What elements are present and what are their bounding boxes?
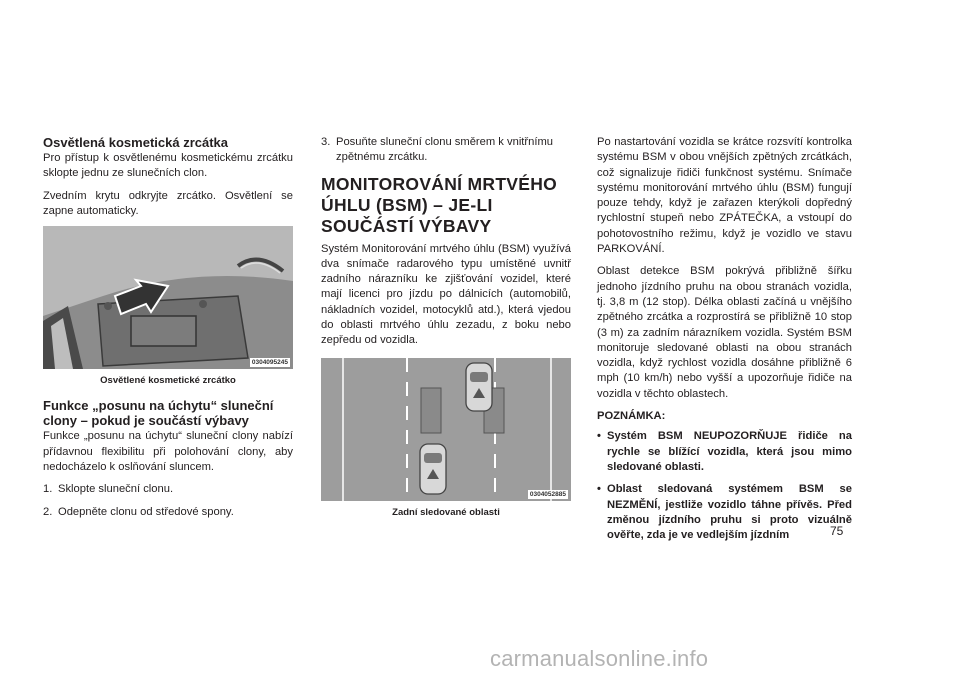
paragraph-visor-extension: Funkce „posunu na úchytu“ sluneční clony nabízí přídavnou flexibilitu při polohování clony, aby nedocházelo k oslňování sluncem. — [43, 430, 293, 474]
page-number: 75 — [830, 524, 844, 538]
figure-code: 0304095245 — [251, 359, 288, 367]
list-item: 3. Posuňte sluneční clonu směrem k vnitřnímu zpětnému zrcátku. — [321, 136, 554, 164]
column-middle — [321, 135, 571, 530]
paragraph-mirror-light: Zvedním krytu odkryjte zrcátko. Osvětlení se zapne automaticky. — [43, 189, 293, 217]
figure-vanity-mirror — [43, 226, 293, 369]
list-item: 2. Odepněte clonu od středové spony. — [43, 505, 234, 518]
column-left — [43, 135, 293, 527]
list-item: 1. Sklopte sluneční clonu. — [43, 483, 174, 496]
watermark-text: carmanualsonline.info — [490, 646, 709, 671]
detection-zones-illustration — [321, 358, 571, 501]
column-right — [597, 135, 852, 550]
bullet-dot: • — [597, 430, 601, 443]
note-bullet: • Systém BSM NEUPOZORŇUJE řidiče na rychle se blížící vozidla, která jsou mimo sledované oblasti. — [597, 429, 852, 475]
figure-caption: Zadní sledované oblasti — [392, 506, 500, 518]
heading-bsm: MONITOROVÁNÍ MRTVÉHO ÚHLU (BSM) – JE-LI SOUČÁSTÍ VÝBAVY — [321, 173, 558, 236]
bullet-dot: • — [597, 483, 601, 496]
heading-vanity-mirror: Osvětlená kosmetická zrcátka — [43, 135, 228, 150]
figure-caption: Osvětlené kosmetické zrcátko — [100, 375, 236, 387]
heading-visor-extension: Funkce „posunu na úchytu“ sluneční clony – pokud je součástí výbavy — [43, 398, 274, 429]
note-bullet: • Oblast sledovaná systémem BSM se NEZMĚNÍ, jestliže vozidlo táhne přívěs. Před změnou jízdního pruhu si proto vizuálně ověřte, zda je ve vedlejším jízdním — [597, 482, 852, 543]
vanity-mirror-illustration — [43, 226, 293, 369]
figure-code: 0304052885 — [529, 490, 566, 498]
paragraph-bsm-zone: Oblast detekce BSM pokrývá přibližně šířku jednoho jízdního pruhu na obou stranách vozidla, tj. 3,8 m (12 stop). Délka oblasti začíná u vnějšího zpětného zrcátka a rozprostírá se přibližně 10 stop (3 m) za zadním nárazníkem vozidla. Systém BSM monitoruje sledované oblasti na obou stranách vozidla, když rychlost vozidla dosáhne přibližně 6 mph (10 km/h) nebo vyšší a upozorňuje řidiče na vozidla v těchto oblastech. — [597, 265, 852, 400]
note-title: POZNÁMKA: — [597, 410, 666, 423]
figure-rear-detection-zones — [321, 358, 571, 501]
paragraph-mirror-access: Pro přístup k osvětlenému kosmetickému zrcátku sklopte jednu ze slunečních clon. — [43, 152, 293, 180]
paragraph-bsm-intro: Systém Monitorování mrtvého úhlu (BSM) využívá dva snímače radarového typu umístěné uvnitř zadního nárazníku ke zjišťování vozidel, které mají licenci pro jízdu po dálnicích (automobilů, nákladních vozidel, motocyklů atd.), která vjedou do oblasti mrtvého úhlu zezadu, z boku nebo zepředu od vozidla. — [321, 242, 571, 347]
paragraph-bsm-startup: Po nastartování vozidla se krátce rozsvítí kontrolka systému BSM v obou vnějších zpětných zrcátkách, což signalizuje řidiči funkčnost systému. Snímače systému monitorování mrtvého úhlu (BSM) fungují pouze tehdy, když je zařazen kterýkoli dopředný rychlostní stupeň nebo ZPÁTEČKA, a vstoupí do pohotovostního režimu, když je vozidlo ve stavu PARKOVÁNÍ. — [597, 136, 852, 256]
